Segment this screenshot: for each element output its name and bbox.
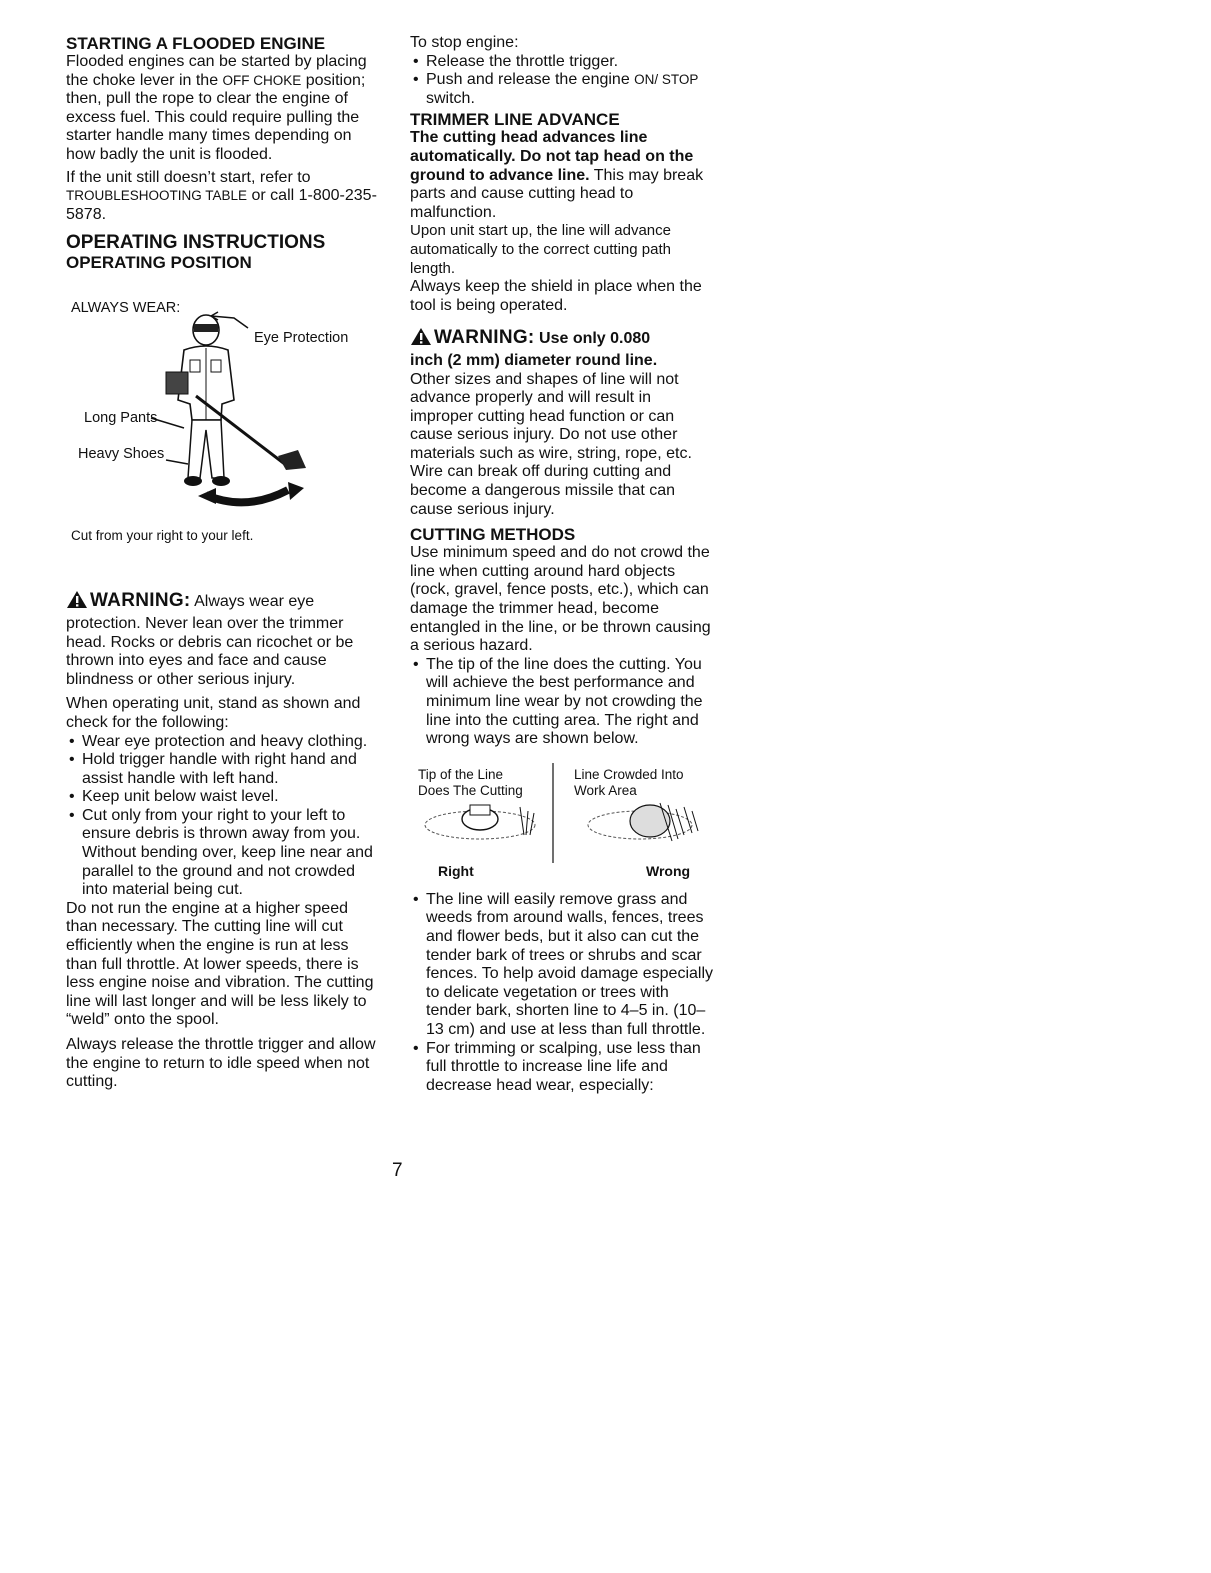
line-advance-paragraph: The cutting head advances line automatically. Do not tap head on the ground to advance line. This may break parts and cause cutting head to malfunction. [410,129,704,221]
operating-checklist-intro: When operating unit, stand as shown and check for the following: [66,695,361,731]
list-item: • Wear eye protection and heavy clothing. [66,733,382,752]
crowded-label-line1: Line Crowded Into [574,766,684,782]
cutting-methods-list-b [410,891,718,1096]
right-column [410,34,718,1095]
operating-position-figure [66,300,382,590]
right-wrong-figure [410,763,718,881]
left-column [66,34,382,1092]
stop-engine-list [410,53,718,109]
warning-heading: WARNING: [434,327,535,349]
always-wear-label: ALWAYS WEAR: [71,300,181,317]
cutting-methods-heading: CUTTING METHODS [410,525,576,545]
figure-caption: Cut from your right to your left. [71,528,254,544]
cutting-methods-paragraph: Use minimum speed and do not crowd the line when cutting around hard objects (rock, gravel, fence posts, etc.), which can damage the trimmer head, become entangled in the line, or be thrown causing a serious hazard. [410,544,711,655]
list-item: • Release the throttle trigger. [410,53,718,72]
operating-position-heading: OPERATING POSITION [66,253,252,273]
line-advance-heading: TRIMMER LINE ADVANCE [410,110,620,130]
list-item: • Cut only from your right to your left to ensure debris is thrown away from you. Without bending over, keep line near and parallel to the ground and not crowded into material being cut. [66,807,382,900]
warning-heading: WARNING: [90,590,191,612]
troubleshooting-paragraph: If the unit still doesn’t start, refer to TROUBLESHOOTING TABLE or call 1-800-235-5878. [66,168,377,223]
heavy-shoes-label: Heavy Shoes [78,446,165,463]
list-item: • Hold trigger handle with right hand and assist handle with left hand. [66,751,382,788]
right-label: Right [438,862,474,879]
eye-warning-text: protection. Never lean over the trimmer head. Rocks or debris can ricochet or be thrown into eyes and face and cause blindness or other serious injury. [66,614,354,688]
eye-protection-label: Eye Protection [254,330,349,347]
stop-engine-intro: To stop engine: [410,34,519,51]
line-size-warning: inch (2 mm) diameter round line. [410,351,658,369]
flooded-engine-paragraph: Flooded engines can be started by placing the choke lever in the OFF CHOKE position; then, pull the rope to clear the engine of excess fuel. This could require pulling the starter handle many times depending on how badly the unit is flooded. [66,53,367,163]
line-warning-block: WARNING: Use only 0.080 inch (2 mm) diameter round line. Other sizes and shapes of line will not advance properly and will result in improper cutting head function or can cause serious injury. Do not use other materials such as wire, string, rope, etc. Wire can break off during cutting and become a dangerous missile that can cause serious injury. [410,327,718,519]
crowded-label-line2: Work Area [574,782,637,798]
page-number: 7 [392,1160,403,1181]
release-throttle-paragraph: Always release the throttle trigger and allow the engine to return to idle speed when not cutting. [66,1036,376,1091]
line-warning-text: Other sizes and shapes of line will not advance properly and will result in improper cutting head function or can cause serious injury. Do not use other materials such as wire, string, rope, etc. Wire can break off during cutting and become a dangerous missile that can cause serious injury. [410,370,692,518]
flooded-engine-heading: STARTING A FLOODED ENGINE [66,34,326,53]
shield-paragraph: Always keep the shield in place when the tool is being operated. [410,278,702,314]
list-item: • For trimming or scalping, use less than full throttle to increase line life and decrease head wear, especially: [410,1040,718,1096]
eye-warning-block: WARNING: Always wear eye protection. Never lean over the trimmer head. Rocks or debris can ricochet or be thrown into eyes and face and cause blindness or other serious injury. [66,590,382,689]
wrong-label: Wrong [646,862,691,879]
list-item: • Keep unit below waist level. [66,788,382,807]
list-item: • The line will easily remove grass and weeds from around walls, fences, trees and flower beds, but it also can cut the tender bark of trees or shrubs and scar fences. To help avoid damage especially to delicate vegetation or trees with tender bark, shorten line to 4–5 in. (10–13 cm) and use at less than full throttle. [410,891,718,1040]
operating-checklist [66,733,382,900]
list-item: • The tip of the line does the cutting. You will achieve the best performance and minimum line wear by not crowding the line into the cutting area. The right and wrong ways are shown below. [410,656,718,749]
list-item: • Push and release the engine ON/ STOP switch. [410,71,718,108]
warning-triangle-icon [410,327,432,352]
warning-triangle-icon [66,590,88,615]
tip-label-line2: Does The Cutting [418,782,523,798]
engine-speed-paragraph: Do not run the engine at a higher speed than necessary. The cutting line will cut efficiently when the engine is run at less than full throttle. At lower speeds, there is less engine noise and vibration. The cutting line will last longer and will be less likely to “weld” onto the spool. [66,899,374,1029]
long-pants-label: Long Pants [84,410,158,427]
operating-instructions-heading: OPERATING INSTRUCTIONS [66,232,326,254]
cutting-methods-list-a [410,656,718,749]
line-advance-startup: Upon unit start up, the line will advance automatically to the correct cutting path length. [410,222,671,277]
tip-label-line1: Tip of the Line [418,766,504,782]
operator-illustration [66,300,366,520]
cutting-comparison-illustration [410,763,720,863]
